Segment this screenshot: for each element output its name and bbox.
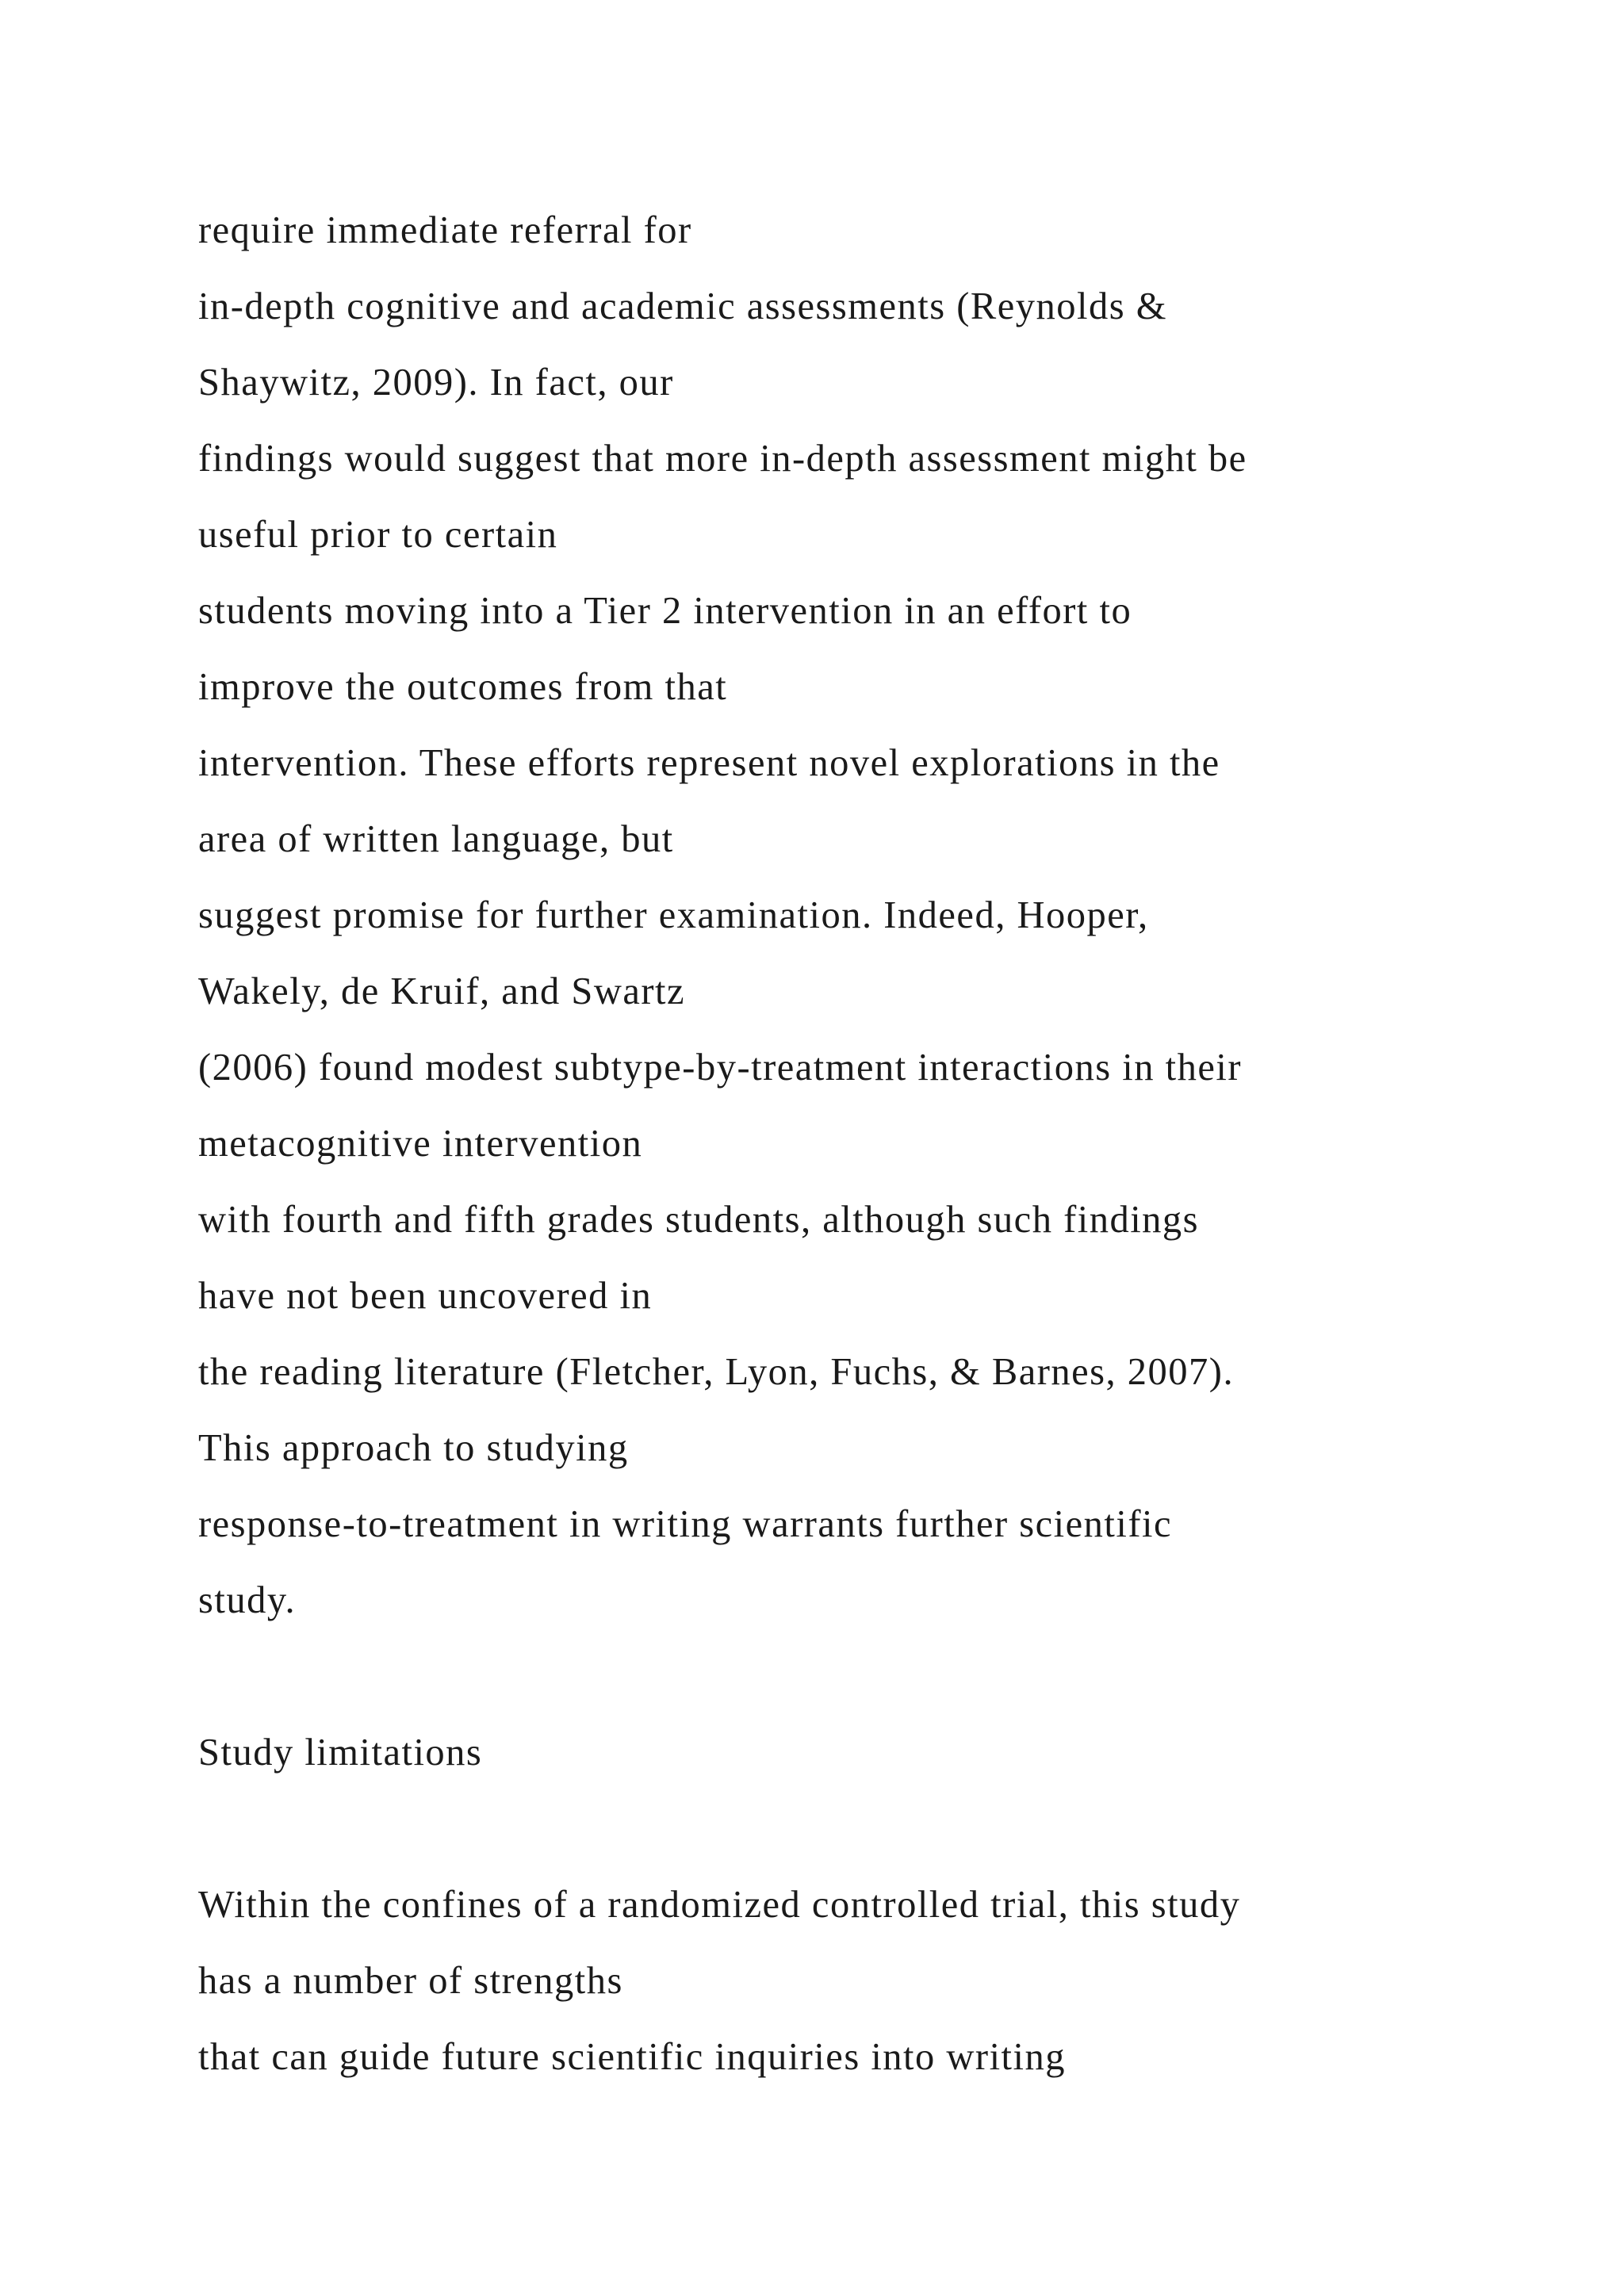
text-line: that can guide future scientific inquiries into writing (198, 2036, 1066, 2078)
text-line: have not been uncovered in (198, 1275, 653, 1317)
text-line: has a number of strengths (198, 1960, 623, 2002)
blank-line (198, 1791, 1546, 1867)
document-body (198, 193, 1546, 2095)
paragraph-discussion (198, 193, 1546, 1639)
blank-line (198, 1639, 1546, 1715)
text-line: intervention. These efforts represent novel explorations in the (198, 742, 1220, 784)
text-line: students moving into a Tier 2 intervention in an effort to (198, 590, 1132, 632)
paragraph-limitations (198, 1867, 1546, 2095)
text-line: findings would suggest that more in-depth assessment might be (198, 438, 1247, 480)
text-line: metacognitive intervention (198, 1123, 643, 1165)
text-line: response-to-treatment in writing warrants further scientific (198, 1503, 1172, 1545)
text-line: the reading literature (Fletcher, Lyon, Fuchs, & Barnes, 2007). (198, 1351, 1235, 1393)
text-line: suggest promise for further examination. Indeed, Hooper, (198, 894, 1149, 936)
text-line: area of written language, but (198, 818, 674, 860)
text-line: Within the confines of a randomized controlled trial, this study (198, 1884, 1241, 1926)
text-line: with fourth and fifth grades students, although such findings (198, 1199, 1200, 1241)
section-heading: Study limitations (198, 1732, 483, 1774)
text-line: in-depth cognitive and academic assessments (Reynolds & (198, 285, 1167, 327)
text-line: improve the outcomes from that (198, 666, 728, 708)
text-line: (2006) found modest subtype-by-treatment interactions in their (198, 1047, 1242, 1089)
text-line: This approach to studying (198, 1427, 629, 1469)
text-line: study. (198, 1579, 297, 1621)
text-line: Shaywitz, 2009). In fact, our (198, 362, 674, 404)
text-line: require immediate referral for (198, 209, 692, 251)
text-line: useful prior to certain (198, 514, 558, 556)
text-line: Wakely, de Kruif, and Swartz (198, 970, 686, 1012)
